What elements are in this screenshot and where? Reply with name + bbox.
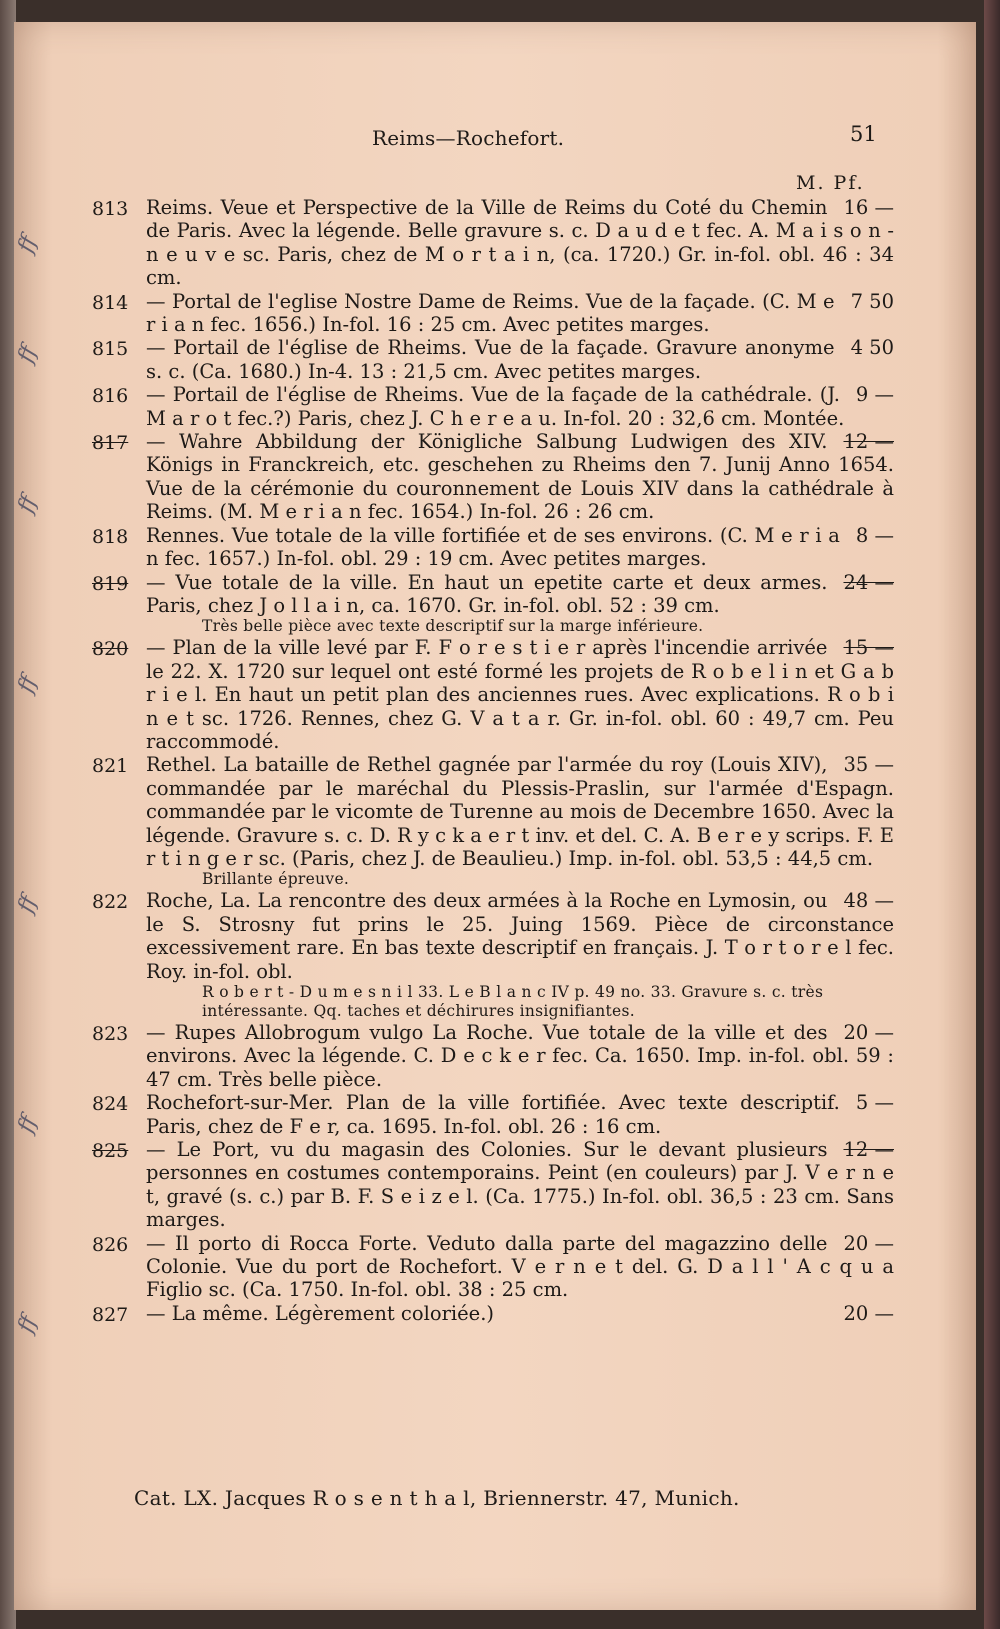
entry-number: 822: [92, 891, 129, 914]
entry-number: 815: [92, 338, 129, 361]
entry-text: — La même. Légèrement coloriée.): [146, 1301, 495, 1325]
page-header: [14, 102, 976, 150]
entry-text-block: [146, 1302, 894, 1325]
entry-text-block: [146, 1138, 894, 1232]
entry-text-block: [146, 383, 894, 430]
entry-number: 824: [92, 1093, 129, 1116]
entry-price: 7 50: [850, 289, 894, 313]
catalog-entry: [74, 571, 894, 637]
entry-price: 20 —: [843, 1301, 894, 1325]
catalog-entry: [74, 1302, 894, 1325]
entry-number: 813: [92, 198, 129, 220]
entry-price: 24 —: [843, 570, 894, 594]
entry-text: — Portail de l'église de Rheims. Vue de la façade de la cathédrale. (J. M a r o t fec.?) Paris, chez J. C h e r e a u. In-fol. 20 : 32,6 cm. Montée.: [146, 383, 845, 430]
catalog-entry: [74, 1138, 894, 1232]
catalog-entry: [74, 290, 894, 337]
entry-text-block: [146, 1091, 894, 1138]
entry-text: — Plan de la ville levé par F. F o r e s t i e r après l'incendie arrivée le 22. X. 1720 sur lequel ont esté formé les projets de R o b e l i n et G a b r i e l. En haut un petit plan des anciennes rues. Avec explications. R o b i n e t sc. 1726. Rennes, chez G. V a t a r. Gr. in-fol. obl. 60 : 49,7 cm. Peu raccommodé.: [146, 636, 894, 753]
catalog-entry: [74, 383, 894, 430]
currency-heading: M. Pf.: [796, 172, 865, 194]
entry-price: 9 —: [855, 383, 894, 407]
entry-text: — Vue totale de la ville. En haut un epetite carte et deux armes. Paris, chez J o l l a i n, ca. 1670. Gr. in-fol. obl. 52 : 39 cm.: [146, 570, 828, 617]
entry-price: 12 —: [843, 1138, 894, 1162]
entry-number: 825: [92, 1140, 129, 1163]
catalog-page: [14, 22, 976, 1610]
entry-number: 820: [92, 638, 129, 661]
entry-text: Rethel. La bataille de Rethel gagnée par l'armée du roy (Louis XIV), commandée par le maréchal du Plessis-Praslin, sur l'armée d'Espagn. commandée par le vicomte de Turenne au mois de Decembre 1650. Avec la légende. Gravure s. c. D. R y c k a e r t inv. et del. C. A. B e r e y scrips. F. E r t i n g e r sc. (Paris, chez J. de Beaulieu.) Imp. in-fol. obl. 53,5 : 44,5 cm.: [146, 753, 894, 870]
catalog-entry: [74, 753, 894, 889]
entry-price: 15 —: [843, 636, 894, 660]
catalog-entry: [74, 1232, 894, 1302]
entry-price: 12 —: [843, 430, 894, 454]
page-number: 51: [850, 122, 877, 146]
entry-text-block: [146, 889, 894, 983]
entry-note: Brillante épreuve.: [202, 870, 350, 889]
entry-text: Rennes. Vue totale de la ville fortifiée et de ses environs. (C. M e r i a n fec. 1657.) In-fol. obl. 29 : 19 cm. Avec petites marges.: [146, 523, 840, 571]
catalog-entry: [74, 430, 894, 524]
catalog-entry: [74, 336, 894, 383]
book-edge: [984, 0, 1000, 1629]
entry-text-block: [146, 571, 894, 618]
entry-text: — Il porto di Rocca Forte. Veduto dalla parte del magazzino delle Colonie. Vue du port de Rochefort. V e r n e t del. G. D a l l ' A c q u a Figlio sc. (Ca. 1750. In-fol. obl. 38 : 25 cm.: [146, 1231, 894, 1302]
entry-price: 8 —: [855, 523, 894, 547]
entry-price: 48 —: [843, 889, 894, 913]
entry-text-block: [146, 753, 894, 870]
entry-price: 5 —: [855, 1091, 894, 1115]
entry-note: R o b e r t - D u m e s n i l 33. L e B l a n c IV p. 49 no. 33. Gravure s. c. très intéressante. Qq. taches et déchirures insignifiantes.: [202, 983, 824, 1020]
entry-text: — Wahre Abbildung der Königliche Salbung Ludwigen des XIV. Königs in Franckreich, etc. geschehen zu Rheims den 7. Junij Anno 1654. Vue de la cérémonie du couronnement de Louis XIV dans la cathédrale à Reims. (M. M e r i a n fec. 1654.) In-fol. 26 : 26 cm.: [146, 430, 894, 524]
catalog-footer: Cat. LX. Jacques R o s e n t h a l, Briennerstr. 47, Munich.: [134, 1486, 740, 1510]
entry-text-block: [146, 1232, 894, 1302]
catalog-entry: [74, 636, 894, 753]
catalog-entry: [74, 524, 894, 571]
entry-text: — Portail de l'église de Rheims. Vue de la façade. Gravure anonyme s. c. (Ca. 1680.) In-4. 13 : 21,5 cm. Avec petites marges.: [146, 336, 835, 383]
entry-text-block: [146, 524, 894, 571]
entry-number: 814: [92, 291, 129, 314]
entry-text: — Portal de l'eglise Nostre Dame de Reims. Vue de la façade. (C. M e r i a n fec. 1656.) In-fol. 16 : 25 cm. Avec petites marges.: [146, 289, 835, 337]
entry-number: 819: [92, 572, 129, 595]
entry-number: 821: [92, 755, 129, 778]
entry-text: — Rupes Allobrogum vulgo La Roche. Vue totale de la ville et des environs. Avec la légende. C. D e c k e r fec. Ca. 1650. Imp. in-fol. obl. 59 : 47 cm. Très belle pièce.: [146, 1021, 894, 1091]
entry-price: 20 —: [843, 1021, 894, 1044]
entry-number: 827: [92, 1303, 129, 1326]
running-title: Reims—Rochefort.: [372, 126, 565, 150]
entry-price: 4 50: [850, 336, 894, 360]
entry-text: Roche, La. La rencontre des deux armées à la Roche en Lymosin, ou le S. Strosny fut prins le 25. Juing 1569. Pièce de circonstance excessivement rare. En bas texte descriptif en français. J. T o r t o r e l fec. Roy. in-fol. obl.: [146, 889, 894, 983]
catalog-entry: [74, 196, 894, 290]
entry-text: Rochefort-sur-Mer. Plan de la ville fortifiée. Avec texte descriptif. Paris, chez de F e r, ca. 1695. In-fol. obl. 26 : 16 cm.: [146, 1091, 840, 1138]
catalog-entry: [74, 1091, 894, 1138]
entry-number: 817: [92, 432, 129, 455]
entry-text-block: [146, 336, 894, 383]
entry-number: 818: [92, 525, 129, 548]
entry-text-block: [146, 290, 894, 337]
entry-text-block: [146, 1021, 894, 1091]
entry-number: 823: [92, 1023, 129, 1045]
entry-note: Très belle pièce avec texte descriptif sur la marge inférieure.: [202, 617, 704, 636]
entry-text-block: [146, 636, 894, 753]
entry-text: — Le Port, vu du magasin des Colonies. Sur le devant plusieurs personnes en costumes contemporains. Peint (en couleurs) par J. V e r n e t, gravé (s. c.) par B. F. S e i z e l. (Ca. 1775.) In-fol. obl. 36,5 : 23 cm. Sans marges.: [146, 1138, 894, 1232]
entry-price: 16 —: [843, 196, 894, 219]
handwritten-margin-marks: ff ff ff ff ff ff ff: [13, 232, 43, 1337]
entry-price: 20 —: [843, 1231, 894, 1255]
entry-list: [74, 196, 894, 1325]
catalog-entry: [74, 1021, 894, 1091]
entry-price: 35 —: [843, 753, 894, 777]
entry-text-block: [146, 196, 894, 290]
catalog-entry: [74, 889, 894, 1021]
entry-text: Reims. Veue et Perspective de la Ville de Reims du Coté du Chemin de Paris. Avec la légende. Belle gravure s. c. D a u d e t fec. A. M a i s o n - n e u v e sc. Paris, chez de M o r t a i n, (ca. 1720.) Gr. in-fol. obl. 46 : 34 cm.: [146, 196, 894, 290]
entry-text-block: [146, 430, 894, 524]
entry-number: 826: [92, 1233, 129, 1256]
entry-number: 816: [92, 385, 129, 408]
